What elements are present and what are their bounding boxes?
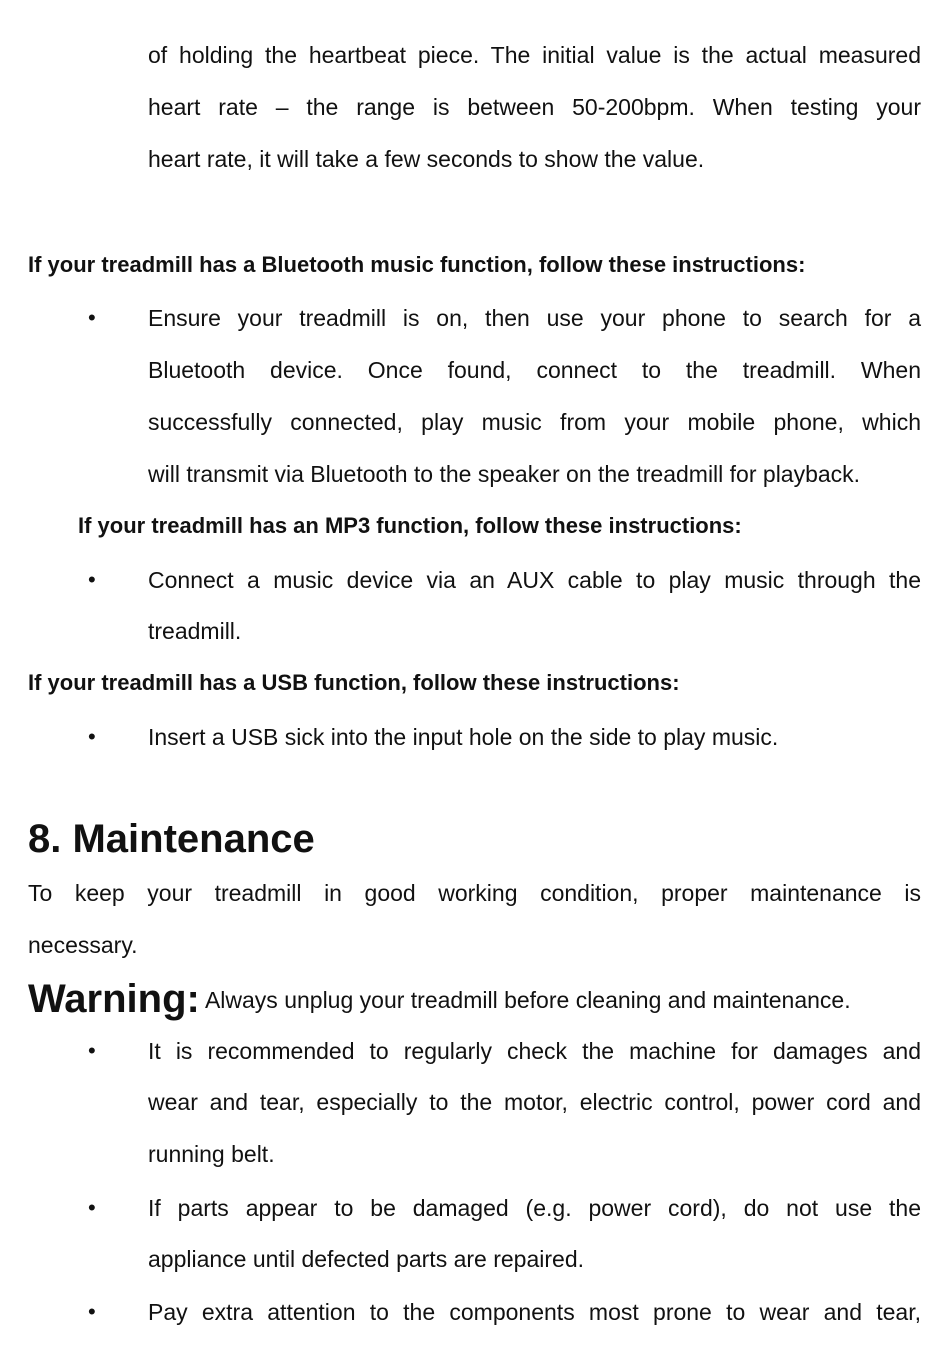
maintenance-bullet-1-line-1: It is recommended to regularly check the machine for damages and bbox=[148, 1038, 921, 1064]
bullet-marker: • bbox=[88, 724, 96, 749]
bullet-marker: • bbox=[88, 1195, 96, 1220]
bluetooth-bullet-line-1: Ensure your treadmill is on, then use your phone to search for a bbox=[148, 305, 921, 331]
maintenance-title: 8. Maintenance bbox=[28, 817, 315, 861]
maintenance-bullet-1-line-3: running belt. bbox=[148, 1141, 275, 1167]
bluetooth-heading: If your treadmill has a Bluetooth music function, follow these instructions: bbox=[28, 252, 806, 277]
bullet-marker: • bbox=[88, 305, 96, 330]
warning-label: Warning: bbox=[28, 977, 200, 1021]
maintenance-bullet-1-line-2: wear and tear, especially to the motor, electric control, power cord and bbox=[148, 1089, 921, 1115]
bullet-marker: • bbox=[88, 1299, 96, 1324]
maintenance-intro-line-1: To keep your treadmill in good working condition, proper maintenance is bbox=[28, 880, 921, 906]
usb-heading: If your treadmill has a USB function, follow these instructions: bbox=[28, 670, 680, 695]
maintenance-intro-line-2: necessary. bbox=[28, 932, 138, 958]
bullet-marker: • bbox=[88, 567, 96, 592]
mp3-heading: If your treadmill has an MP3 function, follow these instructions: bbox=[78, 513, 742, 538]
mp3-bullet-line-1: Connect a music device via an AUX cable to play music through the bbox=[148, 567, 921, 593]
maintenance-bullet-2-line-1: If parts appear to be damaged (e.g. power cord), do not use the bbox=[148, 1195, 921, 1221]
bluetooth-bullet-line-4: will transmit via Bluetooth to the speaker on the treadmill for playback. bbox=[148, 461, 861, 487]
bluetooth-bullet-line-2: Bluetooth device. Once found, connect to the treadmill. When bbox=[148, 357, 921, 383]
maintenance-bullet-2-line-2: appliance until defected parts are repaired. bbox=[148, 1246, 585, 1272]
intro-line-2: heart rate – the range is between 50-200bpm. When testing your bbox=[148, 94, 921, 120]
intro-line-3: heart rate, it will take a few seconds to show the value. bbox=[148, 146, 705, 172]
intro-line-1: of holding the heartbeat piece. The initial value is the actual measured bbox=[148, 42, 921, 68]
bullet-marker: • bbox=[88, 1038, 96, 1063]
bluetooth-bullet-line-3: successfully connected, play music from your mobile phone, which bbox=[148, 409, 921, 435]
warning-text: Always unplug your treadmill before cleaning and maintenance. bbox=[204, 987, 851, 1013]
mp3-bullet-line-2: treadmill. bbox=[148, 618, 242, 644]
usb-bullet-line-1: Insert a USB sick into the input hole on the side to play music. bbox=[148, 724, 779, 750]
maintenance-bullet-3-line-1: Pay extra attention to the components most prone to wear and tear, bbox=[148, 1299, 921, 1325]
warning-line bbox=[28, 977, 851, 1021]
